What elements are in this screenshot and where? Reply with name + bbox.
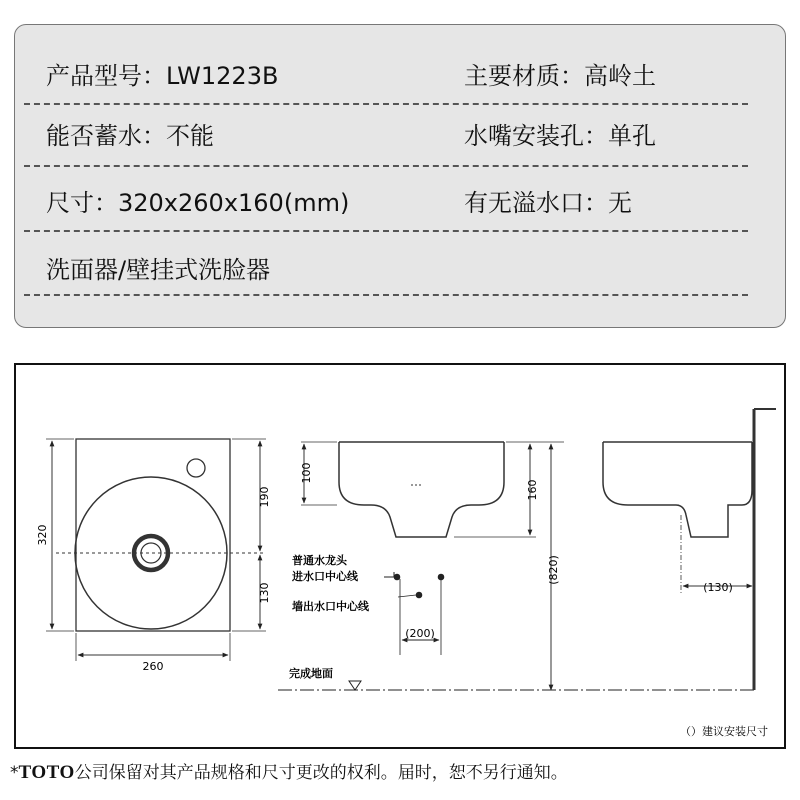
dim-190-label: 190 bbox=[258, 486, 271, 508]
spec-model: 产品型号：LW1223B bbox=[46, 62, 279, 90]
footer-disclaimer bbox=[10, 758, 568, 784]
spec-faucet-hole: 水嘴安装孔：单孔 bbox=[464, 122, 656, 150]
divider bbox=[24, 103, 748, 105]
side-basin-body bbox=[603, 442, 752, 537]
faucet-inlet-point bbox=[394, 574, 400, 580]
front-basin-body bbox=[339, 442, 504, 537]
outlet-markers bbox=[384, 572, 444, 655]
floor-label: 完成地面 bbox=[289, 667, 333, 680]
divider bbox=[24, 165, 748, 167]
dim-820-label: (820) bbox=[547, 555, 560, 585]
divider bbox=[24, 294, 748, 296]
spec-type: 洗面器/壁挂式洗脸器 bbox=[46, 256, 271, 284]
dim-depth-label: 320 bbox=[36, 524, 49, 546]
dim-130-label: 130 bbox=[258, 582, 271, 604]
basin-bowl bbox=[75, 477, 227, 629]
side-view bbox=[603, 409, 776, 690]
faucet-hole bbox=[187, 459, 205, 477]
spec-size: 尺寸：320x260x160(mm) bbox=[46, 189, 350, 217]
spec-water-storage: 能否蓄水：不能 bbox=[46, 122, 214, 150]
dim-100-label: 100 bbox=[300, 462, 313, 484]
install-note: （）建议安装尺寸 bbox=[680, 725, 768, 738]
spec-material: 主要材质：高岭土 bbox=[464, 62, 656, 90]
brand-logo: TOTO bbox=[18, 762, 75, 783]
drain-outer bbox=[134, 536, 168, 570]
faucet-label-line2: 进水口中心线 bbox=[292, 570, 358, 583]
floor-marker bbox=[349, 681, 361, 690]
faucet-label-line1: 普通水龙头 bbox=[292, 554, 347, 567]
dim-160-label: 160 bbox=[526, 479, 539, 501]
top-view bbox=[46, 439, 266, 661]
divider bbox=[24, 230, 748, 232]
dim-200-label: (200) bbox=[405, 627, 435, 640]
technical-drawing bbox=[14, 363, 786, 749]
spec-overflow: 有无溢水口：无 bbox=[464, 189, 632, 217]
inlet-point-2 bbox=[438, 574, 444, 580]
dim-side-130-label: (130) bbox=[703, 581, 733, 594]
drawing-svg bbox=[16, 365, 788, 751]
footer-text: 公司保留对其产品规格和尺寸更改的权利。届时，恕不另行通知。 bbox=[74, 763, 568, 783]
footer-asterisk: * bbox=[10, 763, 19, 783]
wall-outlet-point bbox=[416, 592, 422, 598]
floor bbox=[278, 681, 756, 690]
wall-outlet-label: 墙出水口中心线 bbox=[292, 600, 369, 613]
dim-width-label: 260 bbox=[142, 660, 164, 673]
